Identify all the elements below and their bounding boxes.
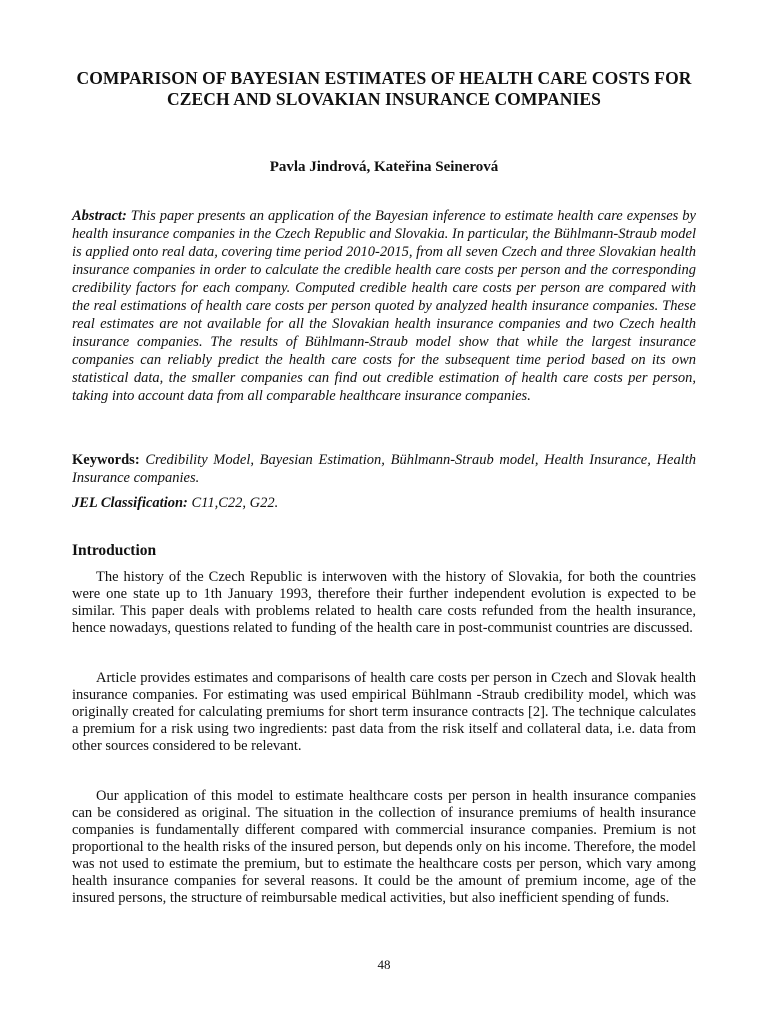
keywords-text: Credibility Model, Bayesian Estimation, Bühlmann-Straub model, Health Insurance, Health Insurance companies. <box>72 452 696 486</box>
paragraph: Article provides estimates and comparisons of health care costs per person in Czech and Slovak health insurance companies. For estimating was used empirical Bühlmann -Straub credibility model, which was originally created for calculating premiums for short term insurance contracts [2]. The technique calculates a premium for a risk using two ingredients: past data from the risk itself and collateral data, i.e. data from other sources considered to be relevant. <box>72 670 696 754</box>
jel-classification <box>72 494 696 512</box>
page-number: 48 <box>377 957 391 972</box>
section-heading-introduction: Introduction <box>72 542 157 559</box>
paragraph: The history of the Czech Republic is interwoven with the history of Slovakia, for both the countries were one state up to 1th January 1993, therefore their further independent evolution is expected to be similar. This paper deals with problems related to health care costs refunded from the health insurance, hence nowadays, questions related to funding of the health care in post-communist countries are discussed. <box>72 569 696 636</box>
paper-title: COMPARISON OF BAYESIAN ESTIMATES OF HEALTH CARE COSTS FOR CZECH AND SLOVAKIAN INSURANCE COMPANIES <box>76 68 692 109</box>
paragraph: Our application of this model to estimate healthcare costs per person in health insurance companies can be considered as original. The situation in the collection of insurance premiums of health insurance companies is fundamentally different compared with commercial insurance companies. Premium is not proportional to the health risks of the insured person, but depends only on his income. Therefore, the model was not used to estimate the premium, but to estimate the healthcare costs per person, which vary among health insurance companies for several reasons. It could be the amount of premium income, age of the insured persons, the structure of reimbursable medical activities, but also inefficient spending of funds. <box>72 788 696 906</box>
jel-label: JEL Classification: <box>72 495 188 511</box>
paper-authors: Pavla Jindrová, Kateřina Seinerová <box>269 159 499 175</box>
jel-text: C11,C22, G22. <box>191 495 279 511</box>
abstract-text: This paper presents an application of the Bayesian inference to estimate health care expenses by health insurance companies in the Czech Republic and Slovakia. In particular, the Bühlmann-Straub model is applied onto real data, covering time period 2010-2015, from all seven Czech and three Slovakian health insurance companies in order to calculate the credible health care costs per person and the corresponding credibility factors for each company. Computed credible health care costs per person are compared with the real estimations of health care costs per person quoted by analyzed health insurance companies. These real estimates are not available for all the Slovakian health insurance companies and two Czech health insurance companies. The results of Bühlmann-Straub model show that while the largest insurance companies can reliably predict the health care costs for the subsequent time period based on its own statistical data, the smaller companies can find out credible estimation of health care costs per person, taking into account data from all comparable healthcare insurance companies. <box>72 208 696 404</box>
abstract <box>72 207 696 405</box>
abstract-label: Abstract: <box>72 208 127 224</box>
keywords <box>72 451 696 487</box>
keywords-label: Keywords: <box>72 452 140 468</box>
